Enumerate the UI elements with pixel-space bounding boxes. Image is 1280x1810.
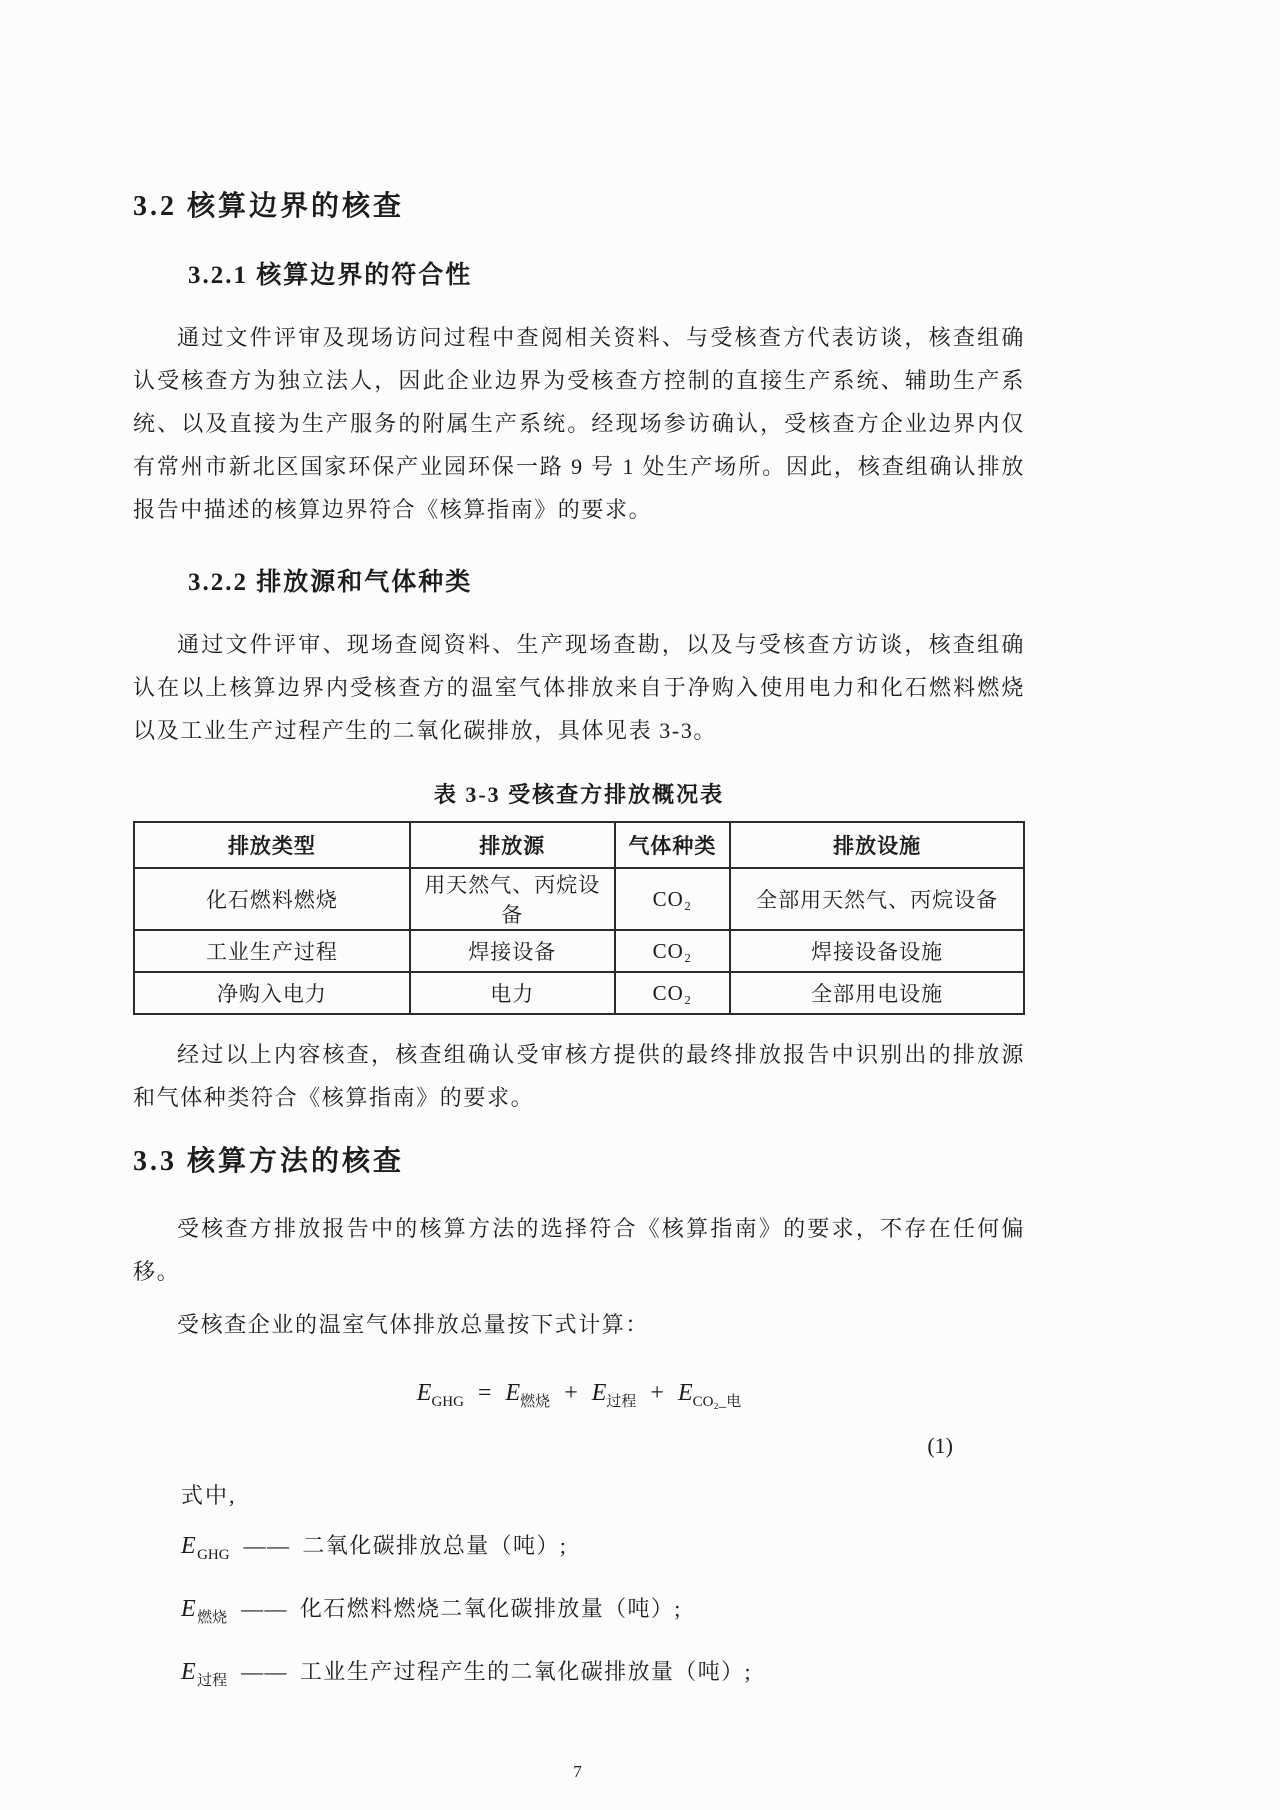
formula-lhs-sub: GHG bbox=[431, 1394, 464, 1410]
definition-text: 二氧化碳排放总量（吨）; bbox=[302, 1533, 568, 1558]
formula-term3-base: E bbox=[677, 1380, 693, 1406]
page-number: 7 bbox=[573, 1762, 582, 1781]
definition-dash: —— bbox=[241, 1659, 288, 1684]
definition-symbol-sub: GHG bbox=[197, 1547, 230, 1563]
formula-lhs-base: E bbox=[416, 1380, 432, 1406]
section-3-2-heading: 3.2 核算边界的核查 bbox=[133, 191, 405, 222]
table-header-gas-type: 气体种类 bbox=[615, 822, 731, 868]
table-cell: 电力 bbox=[410, 972, 615, 1014]
paragraph-after-table: 经过以上内容核查，核查组确认受审核方提供的最终排放报告中识别出的排放源和气体种类符合《核算指南》的要求。 bbox=[133, 1042, 1025, 1110]
formula-equals-sign: = bbox=[477, 1380, 492, 1406]
equation-number: (1) bbox=[927, 1433, 953, 1458]
table-cell: 用天然气、丙烷设备 bbox=[410, 868, 615, 930]
section-3-2-2-heading: 3.2.2 排放源和气体种类 bbox=[188, 569, 473, 596]
table-header-emission-source: 排放源 bbox=[410, 822, 615, 868]
table-row bbox=[134, 972, 1024, 1014]
table-row bbox=[134, 868, 1024, 930]
definition-eghg bbox=[181, 1528, 1025, 1573]
table-cell: 焊接设备 bbox=[410, 930, 615, 972]
definition-e-process bbox=[181, 1654, 1025, 1699]
definition-text: 工业生产过程产生的二氧化碳排放量（吨）; bbox=[299, 1659, 753, 1684]
definition-dash: —— bbox=[243, 1533, 291, 1558]
table-cell: 焊接设备设施 bbox=[730, 930, 1024, 972]
table-cell: CO₂ bbox=[615, 972, 731, 1014]
formula-term2-sub: 过程 bbox=[606, 1394, 637, 1410]
table-cell: CO₂ bbox=[615, 930, 731, 972]
definition-e-combustion bbox=[181, 1591, 1025, 1636]
definition-symbol-base: E bbox=[181, 1659, 198, 1685]
definition-dash: —— bbox=[241, 1596, 288, 1621]
table-cell: 净购入电力 bbox=[134, 972, 410, 1014]
table-header-emission-facility: 排放设施 bbox=[730, 822, 1024, 868]
formula-term1-base: E bbox=[505, 1380, 521, 1406]
section-3-3-paragraph-1: 受核查方排放报告中的核算方法的选择符合《核算指南》的要求，不存在任何偏移。 bbox=[133, 1216, 1025, 1284]
table-3-3-caption: 表 3-3 受核查方排放概况表 bbox=[433, 782, 725, 807]
definition-symbol-sub: 过程 bbox=[197, 1673, 228, 1689]
section-3-2-1-paragraph: 通过文件评审及现场访问过程中查阅相关资料、与受核查方代表访谈，核查组确认受核查方为独立法人，因此企业边界为受核查方控制的直接生产系统、辅助生产系统、以及直接为生产服务的附属生产系统。经现场参访确认，受核查方企业边界内仅有常州市新北区国家环保产业园环保一路 9 号 1 处生产场所。因此，核查组确认排放报告中描述的核算边界符合《核算指南》的要求。 bbox=[133, 325, 1025, 522]
section-3-3-paragraph-2: 受核查企业的温室气体排放总量按下式计算： bbox=[177, 1312, 650, 1337]
formula-term2-base: E bbox=[591, 1380, 607, 1406]
where-label: 式中, bbox=[181, 1483, 237, 1508]
section-3-2-1-heading: 3.2.1 核算边界的符合性 bbox=[188, 262, 473, 289]
table-cell: 工业生产过程 bbox=[134, 930, 410, 972]
table-row bbox=[134, 930, 1024, 972]
section-3-2-2-paragraph: 通过文件评审、现场查阅资料、生产现场查勘，以及与受核查方访谈，核查组确认在以上核算边界内受核查方的温室气体排放来自于净购入使用电力和化石燃料燃烧以及工业生产过程产生的二氧化碳排放，具体见表 3-3。 bbox=[133, 632, 1025, 743]
definition-symbol-base: E bbox=[181, 1533, 198, 1559]
table-cell: 全部用电设施 bbox=[730, 972, 1024, 1014]
section-3-3-heading: 3.3 核算方法的核查 bbox=[133, 1146, 405, 1177]
table-header-row bbox=[134, 822, 1024, 868]
document-content bbox=[133, 190, 1025, 1699]
table-cell: 全部用天然气、丙烷设备 bbox=[730, 868, 1024, 930]
table-3-3 bbox=[133, 821, 1025, 1015]
ghg-total-formula bbox=[133, 1380, 1025, 1411]
definition-symbol-base: E bbox=[181, 1596, 198, 1622]
definition-symbol-sub: 燃烧 bbox=[197, 1610, 228, 1626]
table-header-emission-type: 排放类型 bbox=[134, 822, 410, 868]
formula-plus-sign: + bbox=[564, 1380, 578, 1406]
table-cell: CO₂ bbox=[615, 868, 731, 930]
formula-plus-sign: + bbox=[650, 1380, 664, 1406]
table-cell: 化石燃料燃烧 bbox=[134, 868, 410, 930]
definition-text: 化石燃料燃烧二氧化碳排放量（吨）; bbox=[299, 1596, 682, 1621]
formula-term3-sub: CO₂_电 bbox=[692, 1394, 742, 1410]
formula-term1-sub: 燃烧 bbox=[520, 1394, 551, 1410]
